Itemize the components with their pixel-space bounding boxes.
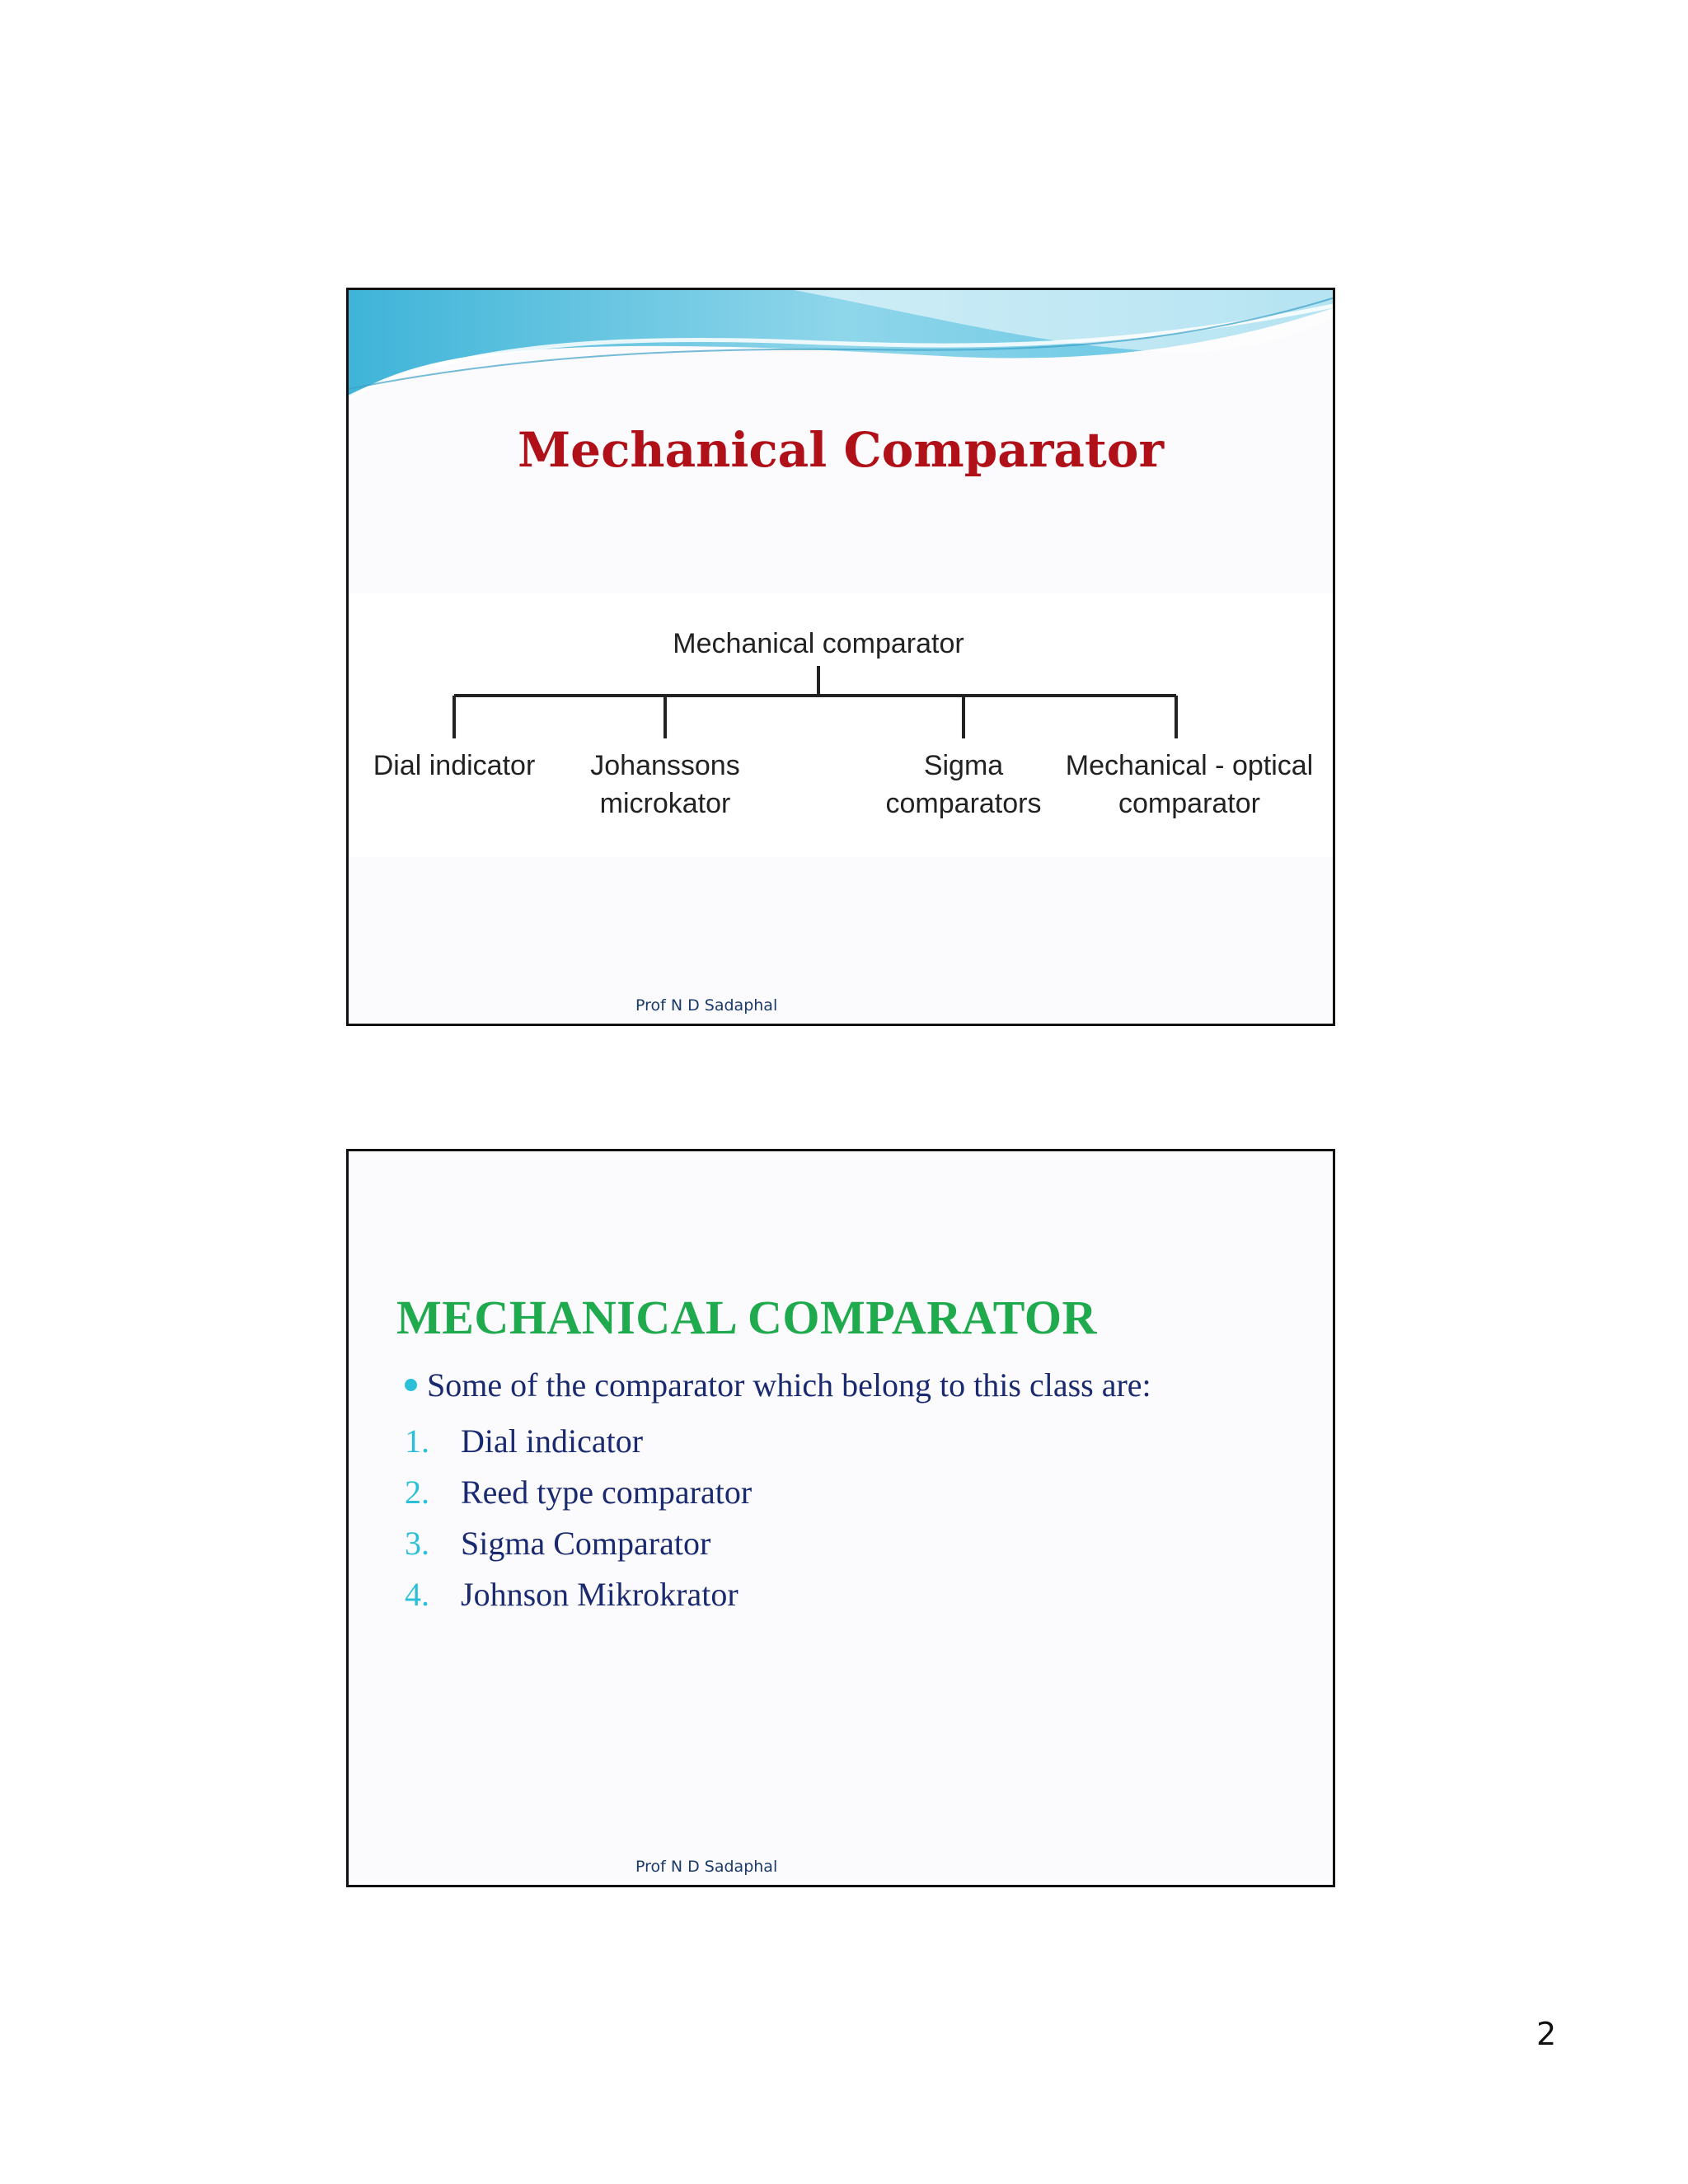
slide-2-title: MECHANICAL COMPARATOR (396, 1291, 1097, 1344)
list-item-number: 1. (405, 1422, 429, 1460)
list-item-text: Sigma Comparator (461, 1524, 711, 1562)
classification-diagram (349, 593, 1335, 857)
slide-2 (346, 1149, 1335, 1887)
diagram-child-label: comparators (885, 788, 1042, 819)
slide-2-footer: Prof N D Sadaphal (635, 1858, 778, 1876)
page-number: 2 (1536, 2016, 1557, 2052)
list-item (405, 1517, 752, 1568)
diagram-root-label: Mechanical comparator (673, 628, 964, 659)
list-item (405, 1466, 752, 1517)
list-item-text: Dial indicator (461, 1422, 644, 1460)
list-item-number: 3. (405, 1524, 429, 1562)
slide-1-title: Mechanical Comparator (517, 422, 1165, 478)
list-item-text: Reed type comparator (461, 1473, 753, 1511)
slide-1 (346, 288, 1335, 1026)
tree-diagram (349, 593, 1335, 857)
diagram-child-label: comparator (1118, 788, 1260, 819)
list-item (405, 1568, 752, 1619)
intro-bullet (405, 1366, 1151, 1404)
list-item-text: Johnson Mikrokrator (461, 1575, 738, 1613)
comparator-list (405, 1415, 752, 1619)
diagram-child-label: Dial indicator (373, 750, 536, 781)
list-item-number: 2. (405, 1473, 429, 1511)
diagram-child-label: Mechanical - optical (1065, 750, 1314, 781)
list-item (405, 1415, 752, 1466)
header-wave-decoration (349, 290, 1335, 405)
bullet-dot-icon (405, 1379, 417, 1391)
diagram-child-label: Johanssons (590, 750, 740, 781)
intro-bullet-text: Some of the comparator which belong to this class are: (427, 1366, 1151, 1404)
list-item-number: 4. (405, 1575, 429, 1613)
slide-1-footer: Prof N D Sadaphal (635, 996, 778, 1015)
diagram-child-label: microkator (599, 788, 731, 819)
diagram-child-label: Sigma (923, 750, 1004, 781)
